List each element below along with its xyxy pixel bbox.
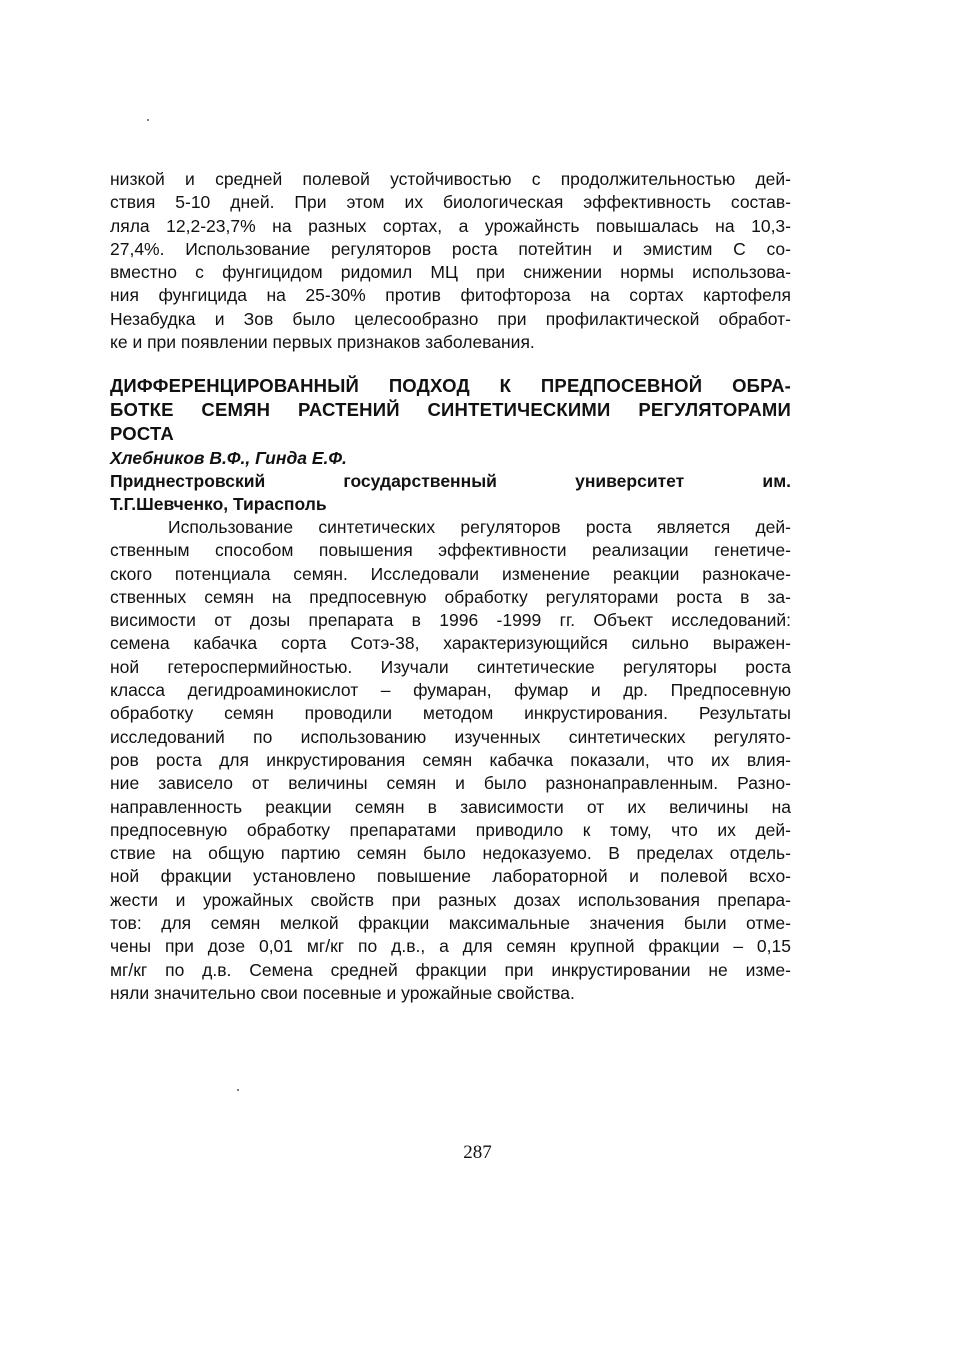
text-line: ляла 12,2-23,7% на разных сортах, а урожайнсть повышалась на 10,3- — [110, 215, 791, 236]
text-line: ствия 5-10 дней. При этом их биологическая эффективность состав- — [110, 192, 791, 213]
text-line: жести и урожайных свойств при разных дозах использования препара- — [110, 889, 791, 910]
text-line: Незабудка и Зов было целесообразно при профилактической обработ- — [110, 308, 791, 329]
text-line: направленность реакции семян в зависимости от их величины на — [110, 796, 791, 817]
article-authors: Хлебников В.Ф., Гинда Е.Ф. — [110, 448, 347, 468]
text-line: ственных семян на предпосевную обработку регуляторами роста в за- — [110, 586, 791, 607]
title-line: РОСТА — [110, 423, 174, 444]
text-line: исследований по использованию изученных синтетических регулято- — [110, 726, 791, 747]
page-number: 287 — [463, 1142, 492, 1163]
text-line: ке и при появлении первых признаков заболевания. — [110, 332, 535, 353]
text-line: ния фунгицида на 25-30% против фитофтороза на сортах картофеля — [110, 285, 791, 306]
text-line: мг/кг по д.в. Семена средней фракции при инкрустировании не изме- — [110, 959, 791, 980]
text-line: семена кабачка сорта Сотэ-38, характеризующийся сильно выражен- — [110, 633, 791, 654]
text-line: Использование синтетических регуляторов роста является дей- — [168, 517, 791, 537]
title-line: ДИФФЕРЕНЦИРОВАННЫЙ ПОДХОД К ПРЕДПОСЕВНОЙ ОБРА- — [110, 375, 791, 396]
text-line: предпосевную обработку препаратами приводило к тому, что их дей- — [110, 819, 791, 840]
text-line: обработку семян проводили методом инкрустирования. Результаты — [110, 703, 791, 724]
article-affiliation — [110, 470, 791, 516]
text-line: 27,4%. Использование регуляторов роста потейтин и эмистим С со- — [110, 238, 791, 259]
text-line: тов: для семян мелкой фракции максимальные значения были отме- — [110, 913, 791, 934]
affiliation-line: Т.Г.Шевченко, Тирасполь — [110, 494, 327, 514]
text-line: ров роста для инкрустирования семян кабачка показали, что их влия- — [110, 749, 791, 770]
text-line: класса дегидроаминокислот – фумаран, фумар и др. Предпосевную — [110, 680, 791, 701]
scan-speck — [237, 1089, 239, 1091]
text-line: вместно с фунгицидом ридомил МЦ при снижении нормы использова- — [110, 262, 791, 283]
continuation-paragraph — [110, 168, 791, 354]
scan-speck — [147, 119, 149, 121]
text-line: няли значительно свои посевные и урожайные свойства. — [110, 982, 575, 1003]
text-line: ной фракции установлено повышение лабораторной и полевой всхо- — [110, 866, 791, 887]
text-line: ствие на общую партию семян было недоказуемо. В пределах отдель- — [110, 843, 791, 864]
text-line: чены при дозе 0,01 мг/кг по д.в., а для семян крупной фракции – 0,15 — [110, 936, 791, 957]
text-line: ственным способом повышения эффективности реализации генетиче- — [110, 540, 791, 561]
text-line: ние зависело от величины семян и было разнонаправленным. Разно- — [110, 773, 791, 794]
article-title — [110, 374, 791, 446]
text-line: ной гетероспермийностью. Изучали синтетические регуляторы роста — [110, 656, 791, 677]
text-line: ского потенциала семян. Исследовали изменение реакции разнокаче- — [110, 563, 791, 584]
text-line: низкой и средней полевой устойчивостью с продолжительностью дей- — [110, 169, 791, 189]
article-authors-block — [110, 447, 791, 470]
affiliation-line: Приднестровский государственный университет им. — [110, 471, 791, 491]
article-body — [110, 516, 791, 1005]
text-line: висимости от дозы препарата в 1996 -1999 гг. Объект исследований: — [110, 610, 791, 631]
title-line: БОТКЕ СЕМЯН РАСТЕНИЙ СИНТЕТИЧЕСКИМИ РЕГУЛЯТОРАМИ — [110, 399, 791, 420]
